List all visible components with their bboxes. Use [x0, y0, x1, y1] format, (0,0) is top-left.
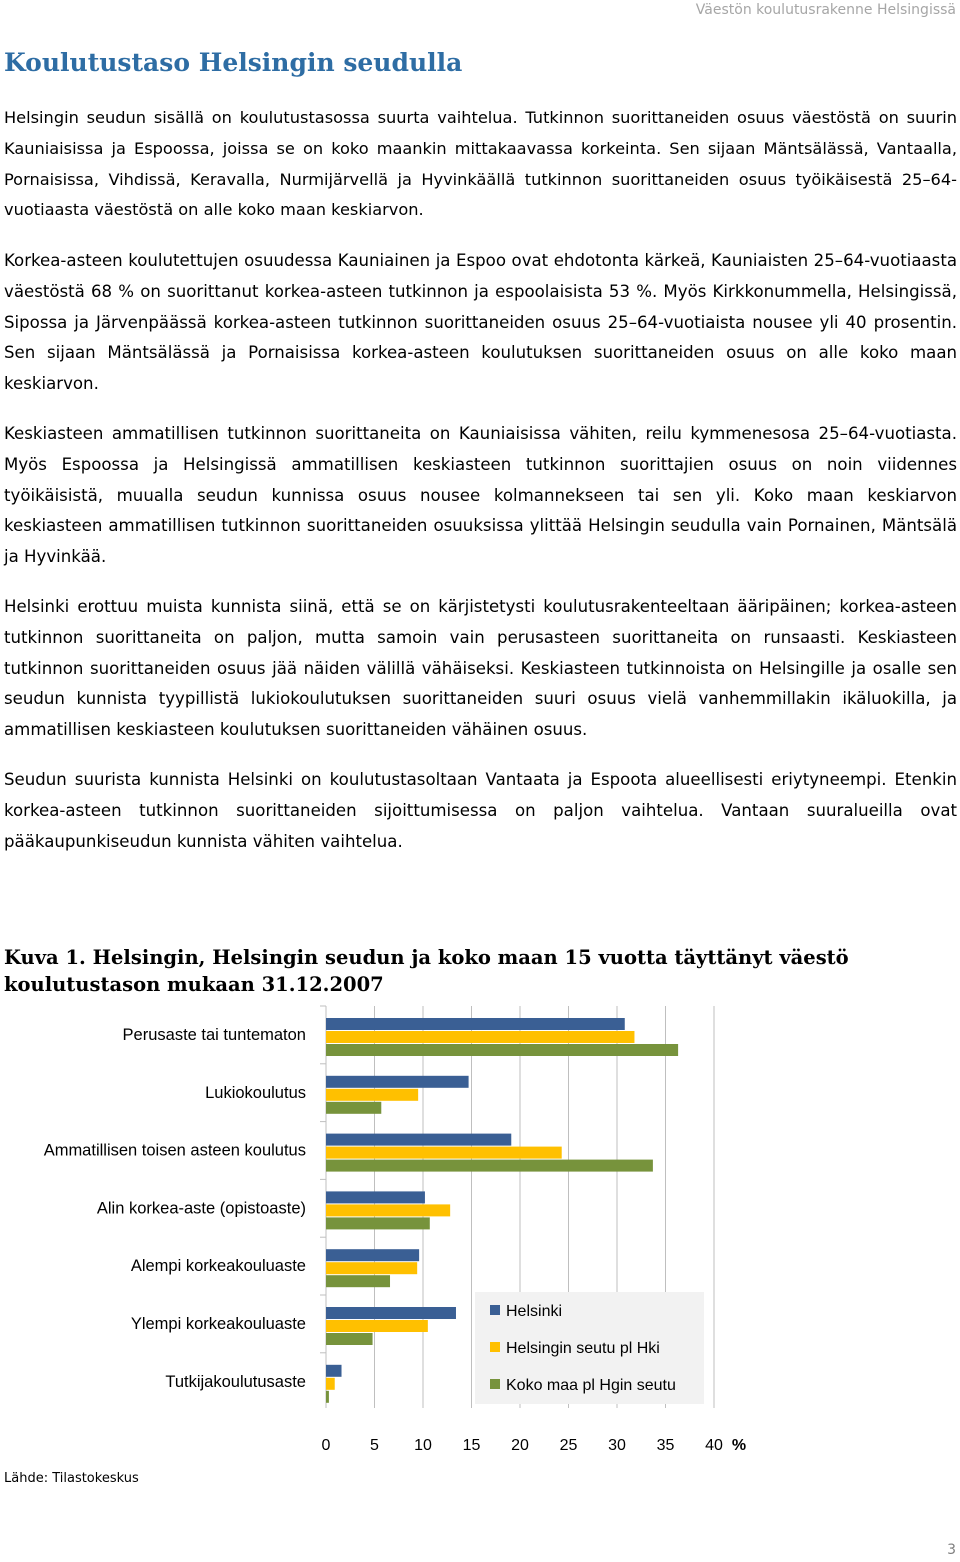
legend-label: Helsingin seutu pl Hki	[506, 1340, 660, 1357]
legend-label: Helsinki	[506, 1303, 563, 1320]
x-tick-label: 25	[559, 1437, 578, 1454]
bar-2-4	[326, 1204, 450, 1216]
legend-label: Koko maa pl Hgin seutu	[506, 1377, 676, 1394]
legend-swatch	[490, 1342, 500, 1352]
category-label: Perusaste tai tuntematon	[122, 1026, 306, 1044]
paragraph-5: Seudun suurista kunnista Helsinki on koulutustasoltaan Vantaata ja Espoota alueellisesti eriytyneempi. Etenkin korkea-asteen tutkinnon suorittaneiden sijoittumisessa on paljon vaihtelua. Vantaan suuralueilla ovat pääkaupunkiseudun kunnista vähiten vaihtelua.	[4, 770, 957, 851]
bar-3-3	[326, 1160, 653, 1172]
bar-1-7	[326, 1365, 342, 1377]
paragraph-1: Helsingin seudun sisällä on koulutustasossa suurta vaihtelua. Tutkinnon suorittaneiden osuus väestöstä on suurin Kauniaisissa ja Espoossa, joissa se on koko maankin mittakaavassa korkeinta. Sen sijaan Mäntsälässä, Vantaalla, Pornaisissa, Vihdissä, Keravalla, Nurmijärvellä ja Hyvinkäällä tutkinnon suorittaneiden osuus työikäisestä 25–64-vuotiaasta väestöstä on alle koko maan keskiarvon.	[4, 108, 957, 220]
x-tick-label: 35	[656, 1437, 675, 1454]
bar-2-5	[326, 1262, 417, 1274]
paragraph-2: Korkea-asteen koulutettujen osuudessa Kauniainen ja Espoo ovat ehdotonta kärkeä, Kauniaisten 25–64-vuotiaasta väestöstä 68 % on suorittanut korkea-asteen tutkinnon ja espoolaisista 53 %. Myös Kirkkonummella, Helsingissä, Sipossa ja Järvenpäässä korkea-asteen tutkinnon suorittaneiden osuus 25–64-vuotiaista nousee yli 40 prosentin. Sen sijaan Mäntsälässä ja Pornaisissa korkea-asteen koulutuksen suorittaneiden osuus on alle koko maan keskiarvon.	[4, 251, 957, 394]
bar-1-3	[326, 1134, 511, 1146]
bar-2-1	[326, 1031, 634, 1043]
page-title: Koulutustaso Helsingin seudulla	[4, 48, 463, 77]
paragraph-4: Helsinki erottuu muista kunnista siinä, että se on kärjistetysti koulutusrakenteeltaan ääripäinen; korkea-asteen tutkinnon suorittaneita on paljon, mutta samoin vain perusasteen suorittaneita on runsaasti. Keskiasteen tutkinnon suorittaneiden osuus jää näiden välillä vähäiseksi. Keskiasteen tutkinnoista on Helsingille ja osalle sen seudun kunnista tyypillistä lukiokoulutuksen suorittaneiden suuri osuus vielä vanhemmillakin ikäluokilla, ja ammatillisen keskiasteen koulutuksen suorittaneiden vähäinen osuus.	[4, 597, 957, 740]
education-bar-chart	[0, 990, 960, 1470]
page-number: 3	[947, 1542, 956, 1558]
x-tick-label: 15	[462, 1437, 481, 1454]
legend-swatch	[490, 1305, 500, 1315]
category-label: Alin korkea-aste (opistoaste)	[96, 1199, 306, 1218]
bar-3-2	[326, 1102, 381, 1114]
bar-2-6	[326, 1320, 428, 1332]
x-axis-unit: %	[731, 1437, 747, 1454]
source-note: Lähde: Tilastokeskus	[4, 1471, 139, 1486]
bar-1-2	[326, 1076, 469, 1088]
category-label: Ylempi korkeakouluaste	[130, 1315, 306, 1333]
paragraph-3: Keskiasteen ammatillisen tutkinnon suorittaneita on Kauniaisissa vähiten, reilu kymmenesosa 25–64-vuotiasta. Myös Espoossa ja Helsingissä ammatillisen keskiasteen tutkinnon suorittajien osuus on noin viidennes työikäisistä, muualla seudun kunnissa osuus nousee kolmannekseen tai sen yli. Koko maan keskiarvon keskiasteen ammatillisen tutkinnon suorittaneiden osuuksissa ylittää Helsingin seudulla vain Pornainen, Mäntsälä ja Hyvinkää.	[4, 424, 957, 567]
bar-3-7	[326, 1391, 329, 1403]
bar-3-1	[326, 1044, 678, 1056]
category-label: Tutkijakoulutusaste	[165, 1372, 306, 1391]
bar-3-4	[326, 1217, 430, 1229]
category-label: Ammatillisen toisen asteen koulutus	[43, 1141, 306, 1160]
bar-3-5	[326, 1275, 390, 1287]
bar-1-1	[326, 1018, 625, 1030]
running-header: Väestön koulutusrakenne Helsingissä	[695, 2, 956, 18]
bar-2-7	[326, 1378, 335, 1390]
category-label: Alempi korkeakouluaste	[130, 1257, 306, 1276]
x-tick-label: 10	[414, 1437, 432, 1454]
category-label: Lukiokoulutus	[205, 1083, 306, 1102]
x-tick-label: 0	[321, 1437, 331, 1454]
legend-swatch	[490, 1379, 500, 1389]
bar-1-6	[326, 1307, 456, 1319]
x-tick-label: 5	[370, 1437, 379, 1454]
x-tick-label: 40	[705, 1437, 723, 1454]
bar-1-4	[326, 1191, 425, 1203]
bar-3-6	[326, 1333, 373, 1345]
x-tick-label: 30	[608, 1437, 626, 1454]
figure-caption: Kuva 1. Helsingin, Helsingin seudun ja koko maan 15 vuotta täyttänyt väestö koulutustason mukaan 31.12.2007	[4, 946, 849, 996]
bar-1-5	[326, 1249, 419, 1261]
bar-2-3	[326, 1147, 562, 1159]
bar-2-2	[326, 1089, 418, 1101]
x-tick-label: 20	[511, 1437, 529, 1454]
